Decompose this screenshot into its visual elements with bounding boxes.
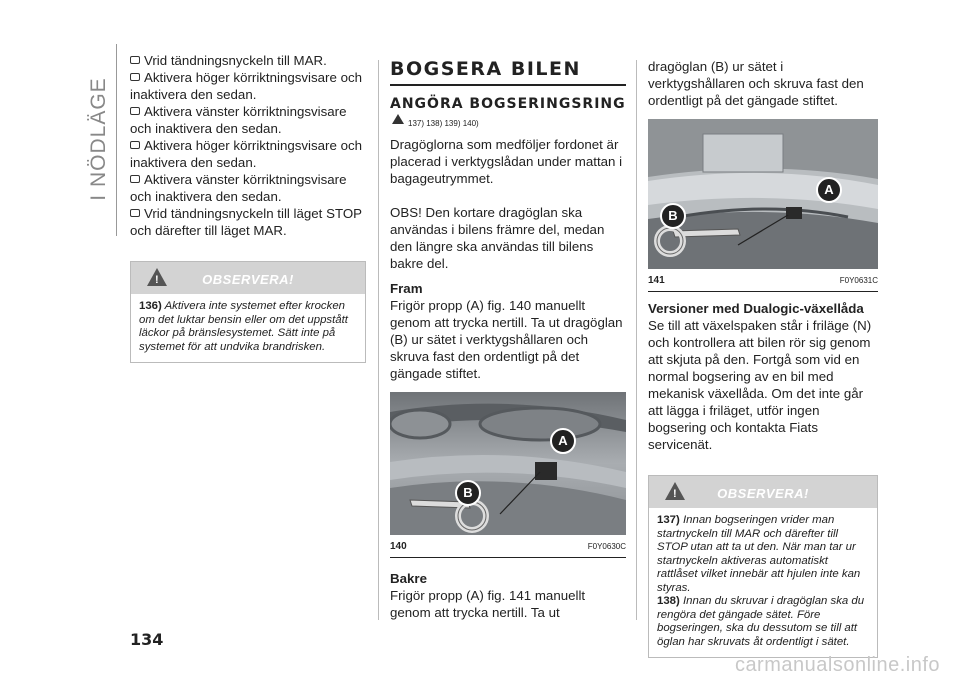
figure-140 [390,392,626,558]
figure-code: F0Y0631C [839,276,878,285]
figure-image [390,392,626,535]
checkbox-icon [130,209,140,217]
watermark: carmanualsonline.info [734,654,940,676]
checkbox-icon [130,175,140,183]
step-item: Aktivera höger körriktningsvisare och inaktivera den sedan. [130,70,363,102]
column-2 [390,52,626,621]
note-item [139,300,357,354]
figure-caption [390,535,626,557]
chapter-title: I NÖDLÄGE [87,77,110,201]
page-number: 134 [130,630,164,649]
step-item: Vrid tändningsnyckeln till MAR. [130,52,366,69]
warning-title: OBSERVERA! [202,272,294,287]
checkbox-icon [130,141,140,149]
paragraph: Frigör propp (A) fig. 140 manuellt genom att trycka nertill. Ta ut dragöglan (B) ur sätet i verktygshållaren och skruva fast den ordentligt på det gängade stiftet. [390,298,623,381]
step-item: Aktivera höger körriktningsvisare och inaktivera den sedan. [130,138,363,170]
warning-body [131,294,365,362]
paragraph: Se till att växelspaken står i friläge (N) och kontrollera att bilen rör sig genom att skjuta på den. Fortgå som vid en normal bogsering av en bil med mekanisk växellåda. Om det inte går att lägga i friläget, utför ingen bogsering och kontakta Fiats servicenät. [648,318,872,452]
rear-heading: Bakre [390,571,427,586]
note-number: 136) [139,300,162,312]
dualogic-heading: Versioner med Dualogic-växellåda [648,301,864,316]
checkbox-icon [130,73,140,81]
warning-note-box [648,475,878,658]
paragraph: OBS! Den kortare dragöglan ska användas i bilens främre del, medan den längre ska användas till bilens bakre del. [390,205,605,271]
note-text: Innan bogseringen vrider man startnyckeln till MAR och därefter till STOP utan att ta ut den. När man tar ur startnyckeln aktiveras automatiskt rattlåset vilket innebär att hjulen inte kan styras. [657,514,861,594]
figure-image [648,119,878,269]
note-number: 138) [657,595,680,607]
column-3 [648,52,878,658]
step-item: Vrid tändningsnyckeln till läget STOP och därefter till läget MAR. [130,206,362,238]
callout-a: A [816,177,842,203]
note-number: 137) [657,514,680,526]
title-rule [390,84,626,86]
column-divider [378,60,379,620]
callout-b: B [455,480,481,506]
subsection-title: ANGÖRA BOGSERINGSRING [390,96,626,112]
front-bumper-illustration [390,392,626,535]
figure-141 [648,119,878,292]
step-item: Aktivera vänster körriktningsvisare och inaktivera den sedan. [130,104,347,136]
warning-body [649,508,877,657]
section-title: BOGSERA BILEN [390,58,581,80]
checkbox-icon [130,56,140,64]
figure-number: 141 [648,275,665,286]
warning-triangle-icon [392,114,404,124]
paragraph: dragöglan (B) ur sätet i verktygshållaren och skruva fast den ordentligt på det gängade stiftet. [648,59,864,108]
step-item: Aktivera vänster körriktningsvisare och inaktivera den sedan. [130,172,347,204]
figure-number: 140 [390,541,407,552]
figure-caption [648,269,878,291]
note-item [657,514,869,595]
column-divider [636,60,637,620]
warning-title: OBSERVERA! [717,486,809,501]
rear-bumper-illustration [648,119,878,269]
note-text: Aktivera inte systemet efter krocken om det luktar bensin eller om det uppstått läckor på bränslesystemet. Sätt inte på systemet för att undvika brandrisken. [139,300,348,353]
paragraph: Frigör propp (A) fig. 141 manuellt genom att trycka nertill. Ta ut [390,588,586,620]
callout-b: B [660,203,686,229]
note-item [657,595,869,649]
warning-note-box [130,261,366,363]
front-heading: Fram [390,281,423,296]
paragraph: Dragöglorna som medföljer fordonet är placerad i verktygslådan under mattan i bagageutrymmet. [390,137,623,186]
warning-header [649,476,877,508]
chapter-side-label [84,44,114,234]
callout-a: A [550,428,576,454]
note-text: Innan du skruvar i dragöglan ska du rengöra det gängade sätet. Före bogseringen, ska du dessutom se till att öglan har skruvats åt ordentligt i sätet. [657,595,865,648]
figure-code: F0Y0630C [587,542,626,551]
note-references: 137) 138) 139) 140) [408,115,626,132]
column-1 [130,52,366,363]
checkbox-icon [130,107,140,115]
warning-header [131,262,365,294]
side-rule [116,44,117,236]
